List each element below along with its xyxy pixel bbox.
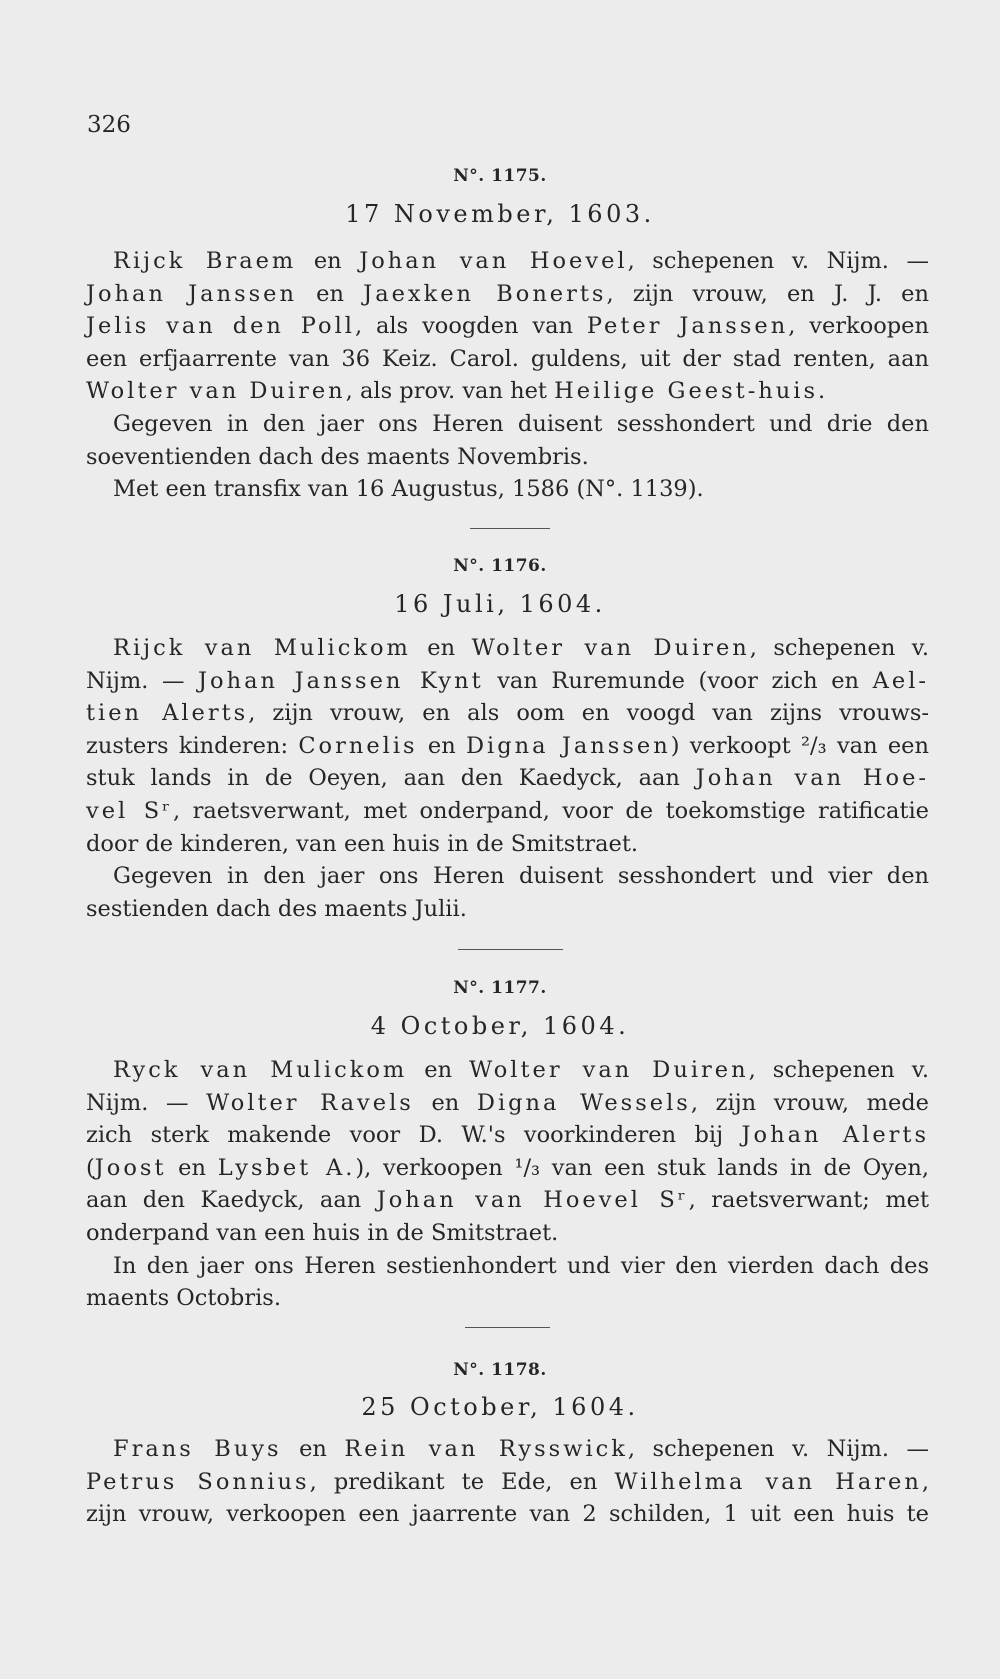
charter-number: N°. 1178. (453, 1360, 547, 1380)
text-segment: , verkoopen (788, 313, 929, 340)
text-line (86, 762, 929, 795)
text-segment: . (818, 378, 826, 405)
spaced-name: Joost (94, 1154, 167, 1181)
text-segment: en (281, 1436, 345, 1462)
text-segment: , raetsverwant, met onderpand, voor de toekomstige ratificatie (172, 797, 929, 824)
separator-rule (470, 528, 550, 529)
spaced-name: Wolter van Duiren (471, 635, 750, 661)
page-number: 326 (87, 112, 131, 138)
text-line (86, 278, 929, 311)
text-segment: en (296, 280, 364, 307)
text-segment: en (417, 732, 467, 759)
spaced-name: Wilhelma van Haren (614, 1468, 922, 1495)
text-line (86, 1433, 929, 1466)
text-segment: , schepenen v. (749, 635, 929, 661)
charter-body (86, 1433, 929, 1531)
text-segment: en (413, 1089, 477, 1116)
charter-number: N°. 1176. (453, 556, 547, 576)
text-segment: zijn vrouw, verkoopen een jaarrente van 2 schilden, 1 uit een huis te (86, 1501, 929, 1528)
text-line (86, 632, 929, 665)
text-segment: , predikant te Ede, en (309, 1468, 615, 1495)
text-segment: , zijn vrouw, en als oom en voogd van zijns vrouws- (248, 700, 929, 727)
dating-clause (86, 408, 929, 473)
spaced-name: Jelis van den Poll (86, 313, 355, 340)
text-segment: van Ruremunde (voor zich en (483, 667, 873, 694)
text-segment: Nijm. — (86, 667, 199, 694)
text-segment: en (407, 1057, 470, 1083)
text-line: maents Octobris. (86, 1285, 281, 1312)
transfix-note (86, 473, 929, 506)
text-segment: zich sterk makende voor D. W.'s voorkinderen bij (86, 1122, 742, 1149)
spaced-name: Johan Alerts (741, 1122, 930, 1149)
text-line (86, 1119, 929, 1152)
regest-paragraph (86, 632, 929, 860)
text-segment: en (166, 1154, 218, 1181)
text-segment: ( (86, 1154, 95, 1181)
charter-number: N°. 1177. (453, 978, 547, 998)
spaced-name: Johan van Hoevel Sʳ (376, 1187, 689, 1214)
text-segment: , schepenen v. Nijm. — (627, 1436, 929, 1462)
regest-paragraph (86, 1433, 929, 1531)
text-line: sestienden dach des maents Julii. (86, 895, 467, 922)
text-segment: , als voogden van (354, 313, 587, 340)
spaced-name: Rein van Rysswick (344, 1436, 628, 1462)
charter-body (86, 1054, 929, 1315)
text-segment: , schepenen v. (748, 1057, 929, 1083)
text-line (86, 665, 929, 698)
text-segment: een erfjaarrente van 36 Keiz. Carol. guldens, uit der stad renten, aan (86, 345, 929, 372)
spaced-name: Wolter van Duiren (86, 378, 346, 405)
spaced-name: Cornelis (298, 732, 418, 759)
spaced-name: Wolter Ravels (206, 1089, 414, 1116)
regest-paragraph (86, 1054, 929, 1250)
charter-body (86, 245, 929, 506)
dating-clause (86, 860, 929, 925)
text-segment: ) verkoopt ²/₃ van een (670, 732, 929, 759)
text-segment: stuk lands in de Oeyen, aan den Kaedyck, aan (86, 765, 696, 792)
text-segment: onderpand van een huis in de Smitstraet. (86, 1219, 559, 1246)
text-line: Gegeven in den jaer ons Heren duisent sesshondert und drie den (113, 410, 929, 437)
spaced-name: Digna Janssen (466, 732, 671, 759)
text-segment: , schepenen v. Nijm. — (627, 248, 929, 274)
spaced-name: Johan van Hoevel (359, 248, 628, 274)
text-line (86, 730, 929, 763)
spaced-name: Rijck van Mulickom (113, 635, 411, 661)
text-line (86, 1152, 929, 1185)
charter-date: 17 November, 1603. (345, 200, 655, 228)
spaced-name: Ryck van Mulickom (113, 1057, 408, 1083)
separator-rule (465, 1327, 550, 1328)
text-line (86, 1217, 929, 1250)
text-line (86, 828, 929, 861)
text-line: In den jaer ons Heren sestienhondert und vier den vierden dach des (113, 1252, 929, 1279)
text-line (86, 1054, 929, 1087)
spaced-name: Jaexken Bonerts (363, 280, 607, 307)
spaced-name: vel Sʳ (86, 797, 173, 824)
text-line (86, 1466, 929, 1499)
text-segment: door de kinderen, van een huis in de Smitstraet. (86, 830, 639, 857)
spaced-name: Johan Janssen Kynt (198, 667, 484, 694)
text-segment: aan den Kaedyck, aan (86, 1187, 377, 1214)
spaced-name: Heilige Geest-huis (554, 378, 819, 405)
separator-rule (458, 949, 563, 950)
charter-date: 16 Juli, 1604. (394, 590, 606, 618)
spaced-name: Rijck Braem (113, 248, 297, 274)
charter-date: 25 October, 1604. (361, 1393, 639, 1421)
text-line (86, 310, 929, 343)
spaced-name: Frans Buys (113, 1436, 282, 1462)
charter-number: N°. 1175. (453, 166, 547, 186)
text-segment: en (296, 248, 360, 274)
text-segment: , zijn vrouw, en J. J. en (606, 280, 929, 307)
text-segment: en (410, 635, 472, 661)
spaced-name: Petrus Sonnius (86, 1468, 310, 1495)
text-line (86, 795, 929, 828)
text-segment: , raetsverwant; met (688, 1187, 930, 1214)
spaced-name: Lysbet A. (217, 1154, 356, 1181)
text-line: Met een transfix van 16 Augustus, 1586 (N°. 1139). (113, 476, 704, 503)
text-segment: ), verkoopen ¹/₃ van een stuk lands in de Oyen, (355, 1154, 929, 1181)
regest-paragraph (86, 245, 929, 408)
text-line: soeventienden dach des maents Novembris. (86, 443, 589, 470)
spaced-name: Ael- (872, 667, 929, 694)
text-line (86, 245, 929, 278)
spaced-name: Johan Janssen (86, 280, 297, 307)
text-line: Gegeven in den jaer ons Heren duisent sesshondert und vier den (113, 863, 929, 890)
text-segment: , zijn vrouw, mede (690, 1089, 930, 1116)
charter-date: 4 October, 1604. (370, 1012, 630, 1040)
text-line (86, 1087, 929, 1120)
charter-body (86, 632, 929, 925)
spaced-name: Wolter van Duiren (469, 1057, 749, 1083)
spaced-name: Peter Janssen (586, 313, 789, 340)
spaced-name: Digna Wessels (476, 1089, 691, 1116)
text-segment: zusters kinderen: (86, 732, 299, 759)
text-segment: , (921, 1468, 929, 1495)
text-line (86, 343, 929, 376)
dating-clause (86, 1250, 929, 1315)
text-segment: Nijm. — (86, 1089, 207, 1116)
text-line (86, 697, 929, 730)
spaced-name: tien Alerts (86, 700, 249, 727)
text-line (86, 1498, 929, 1531)
text-line (86, 1184, 929, 1217)
spaced-name: Johan van Hoe- (695, 765, 930, 792)
text-segment: , als prov. van het (345, 378, 555, 405)
text-line (86, 375, 929, 408)
